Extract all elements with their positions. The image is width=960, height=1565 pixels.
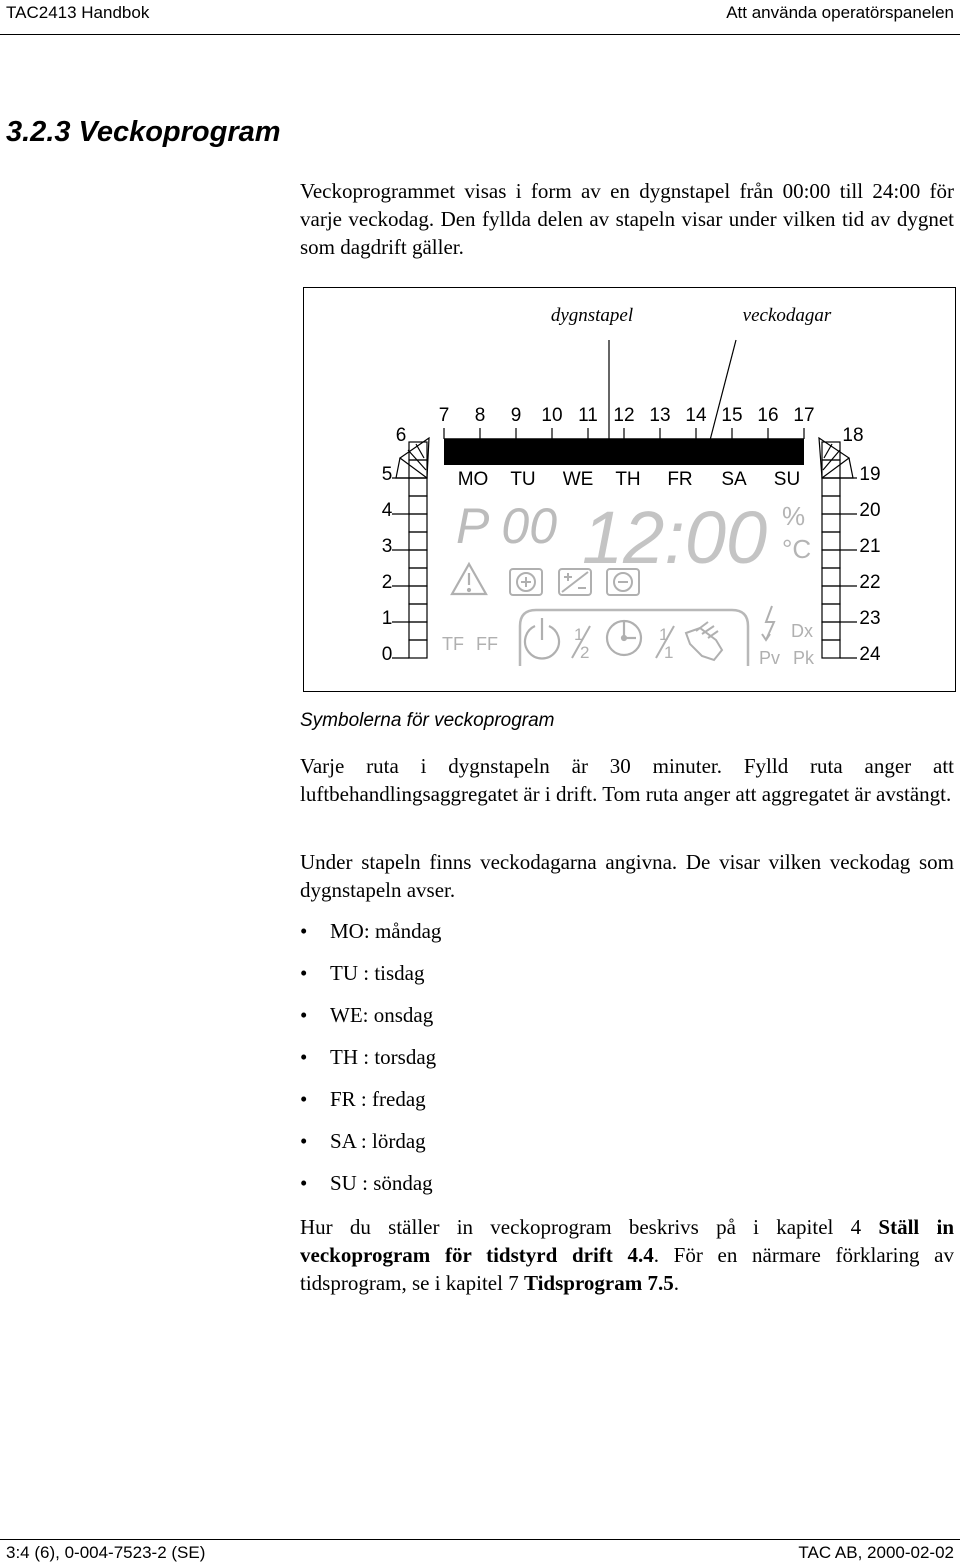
- right-box: [822, 568, 840, 586]
- pv-label: Pv: [759, 648, 781, 668]
- hour-label-13: 13: [649, 405, 671, 426]
- svg-text:1: 1: [574, 625, 584, 644]
- left-box: [409, 514, 427, 532]
- list-item: • TH : torsdag: [300, 1045, 437, 1069]
- ref-chapter-7: Tidsprogram 7.5: [523, 1271, 674, 1295]
- intro-paragraph: Veckoprogrammet visas i form av en dygnstapel från 00:00 till 24:00 för varje veckodag. Den fyllda delen av stapeln visar under vilken tid av dygnet som dagdrift gäller.: [300, 179, 954, 259]
- top-hour-labels: [439, 405, 815, 426]
- footer-doc-id: 3:4 (6), 0-004-7523-2 (SE): [6, 1543, 206, 1562]
- day-label-su: SU: [773, 469, 801, 490]
- left-box: [409, 568, 427, 586]
- right-box: [822, 622, 840, 640]
- plus-minus-box-icon: [559, 569, 591, 595]
- list-item: • WE: onsdag: [300, 1003, 434, 1027]
- hand-icon: [686, 622, 722, 660]
- day-label-sa: SA: [721, 469, 747, 490]
- day-bar-filled: [444, 439, 804, 465]
- top-ticks: [444, 428, 804, 439]
- footer-date: TAC AB, 2000-02-02: [798, 1543, 954, 1562]
- hour-label-4: 4: [381, 500, 393, 521]
- ref-chapter-4: Ställ in veckoprogram för tidstyrd drift 4.4: [300, 1215, 954, 1267]
- dx-label: Dx: [791, 621, 813, 641]
- right-box: [822, 640, 840, 658]
- clock-icon: [607, 621, 641, 655]
- hour-label-17: 17: [793, 405, 815, 426]
- ff-label: FF: [476, 634, 498, 654]
- left-box: [409, 532, 427, 550]
- figure-caption: Symbolerna för veckoprogram: [300, 710, 555, 731]
- right-box: [822, 532, 840, 550]
- day-label-th: TH: [615, 469, 641, 490]
- hour-label-24: 24: [859, 644, 881, 665]
- hour-label-16: 16: [757, 405, 779, 426]
- hour-label-21: 21: [859, 536, 881, 557]
- left-box: [409, 604, 427, 622]
- hour-label-0: 0: [381, 644, 393, 665]
- left-box: [409, 622, 427, 640]
- hour-label-1: 1: [381, 608, 393, 629]
- list-item: • FR : fredag: [300, 1087, 426, 1111]
- left-hour-labels: [382, 464, 393, 665]
- day-labels: [458, 469, 801, 490]
- hour-label-22: 22: [859, 572, 881, 593]
- svg-text:2: 2: [580, 643, 590, 662]
- left-box: [409, 478, 427, 496]
- list-item: • TU : tisdag: [300, 961, 425, 985]
- right-box: [822, 496, 840, 514]
- hour-label-5: 5: [381, 464, 393, 485]
- weekday-list: [300, 916, 441, 1210]
- header-chapter: Att använda operatörspanelen: [726, 3, 954, 22]
- left-box: [409, 586, 427, 604]
- right-box: [822, 586, 840, 604]
- hour-label-2: 2: [381, 572, 393, 593]
- svg-text:1: 1: [664, 643, 674, 662]
- hour-label-8: 8: [474, 405, 486, 426]
- right-box: [822, 478, 840, 496]
- power-icon: [525, 618, 559, 658]
- hour-label-15: 15: [721, 405, 743, 426]
- hour-label-12: 12: [613, 405, 635, 426]
- plus-box-icon: [510, 569, 542, 595]
- hour-label-3: 3: [381, 536, 393, 557]
- paragraph-segments: Varje ruta i dygnstapeln är 30 minuter. Fylld ruta anger att luftbehandlingsaggregatet är i drift. Tom ruta anger att aggregatet är avstängt.: [300, 754, 954, 806]
- percent-unit: %: [782, 501, 806, 531]
- list-item: • SA : lördag: [300, 1129, 426, 1153]
- program-display: P 00: [456, 498, 558, 554]
- hour-label-6: 6: [395, 425, 407, 446]
- left-box: [409, 640, 427, 658]
- paragraph-references: Hur du ställer in veckoprogram beskrivs på i kapitel 4 Ställ in veckoprogram för tidstyrd drift 4.4. För en närmare förklaring av tidsprogram, se i kapitel 7 Tidsprogram 7.5.: [300, 1215, 954, 1295]
- section-title: 3.2.3 Veckoprogram: [6, 116, 281, 148]
- day-label-fr: FR: [667, 469, 693, 490]
- left-box: [409, 496, 427, 514]
- lightning-icon: [762, 606, 774, 640]
- footer-rule: [0, 1539, 960, 1540]
- header-title: TAC2413 Handbok: [6, 3, 150, 22]
- right-box: [822, 550, 840, 568]
- full-fraction-icon: [656, 625, 674, 662]
- right-hour-labels: [859, 464, 881, 665]
- pk-label: Pk: [793, 648, 815, 668]
- hour-label-19: 19: [859, 464, 881, 485]
- day-label-we: WE: [562, 469, 594, 490]
- lcd-display-figure: [303, 287, 956, 692]
- tf-label: TF: [442, 634, 464, 654]
- time-display: 12:00: [582, 496, 768, 579]
- callout-dygnstapel: dygnstapel: [550, 305, 634, 326]
- hour-label-18: 18: [842, 425, 864, 446]
- hour-label-23: 23: [859, 608, 881, 629]
- hour-label-14: 14: [685, 405, 707, 426]
- left-box: [409, 442, 427, 460]
- callout-veckodagar: veckodagar: [742, 305, 832, 326]
- hour-label-9: 9: [510, 405, 522, 426]
- right-box: [822, 604, 840, 622]
- left-box: [409, 550, 427, 568]
- day-label-mo: MO: [457, 469, 489, 490]
- list-item: • MO: måndag: [300, 919, 442, 943]
- hour-label-10: 10: [541, 405, 563, 426]
- hour-label-20: 20: [859, 500, 881, 521]
- hour-label-11: 11: [578, 405, 598, 426]
- right-box: [822, 514, 840, 532]
- warning-icon: [452, 564, 486, 594]
- day-label-tu: TU: [510, 469, 536, 490]
- paragraph-weekdays: Under stapeln finns veckodagarna angivna. De visar vilken veckodag som dygnstapeln avser.: [300, 850, 954, 902]
- lcd-diagram: [304, 288, 957, 693]
- celsius-unit: °C: [782, 534, 812, 564]
- hour-label-7: 7: [438, 405, 450, 426]
- half-fraction-icon: [572, 625, 590, 662]
- list-item: • SU : söndag: [300, 1171, 433, 1195]
- svg-text:1: 1: [659, 625, 669, 644]
- header-rule: [0, 34, 960, 35]
